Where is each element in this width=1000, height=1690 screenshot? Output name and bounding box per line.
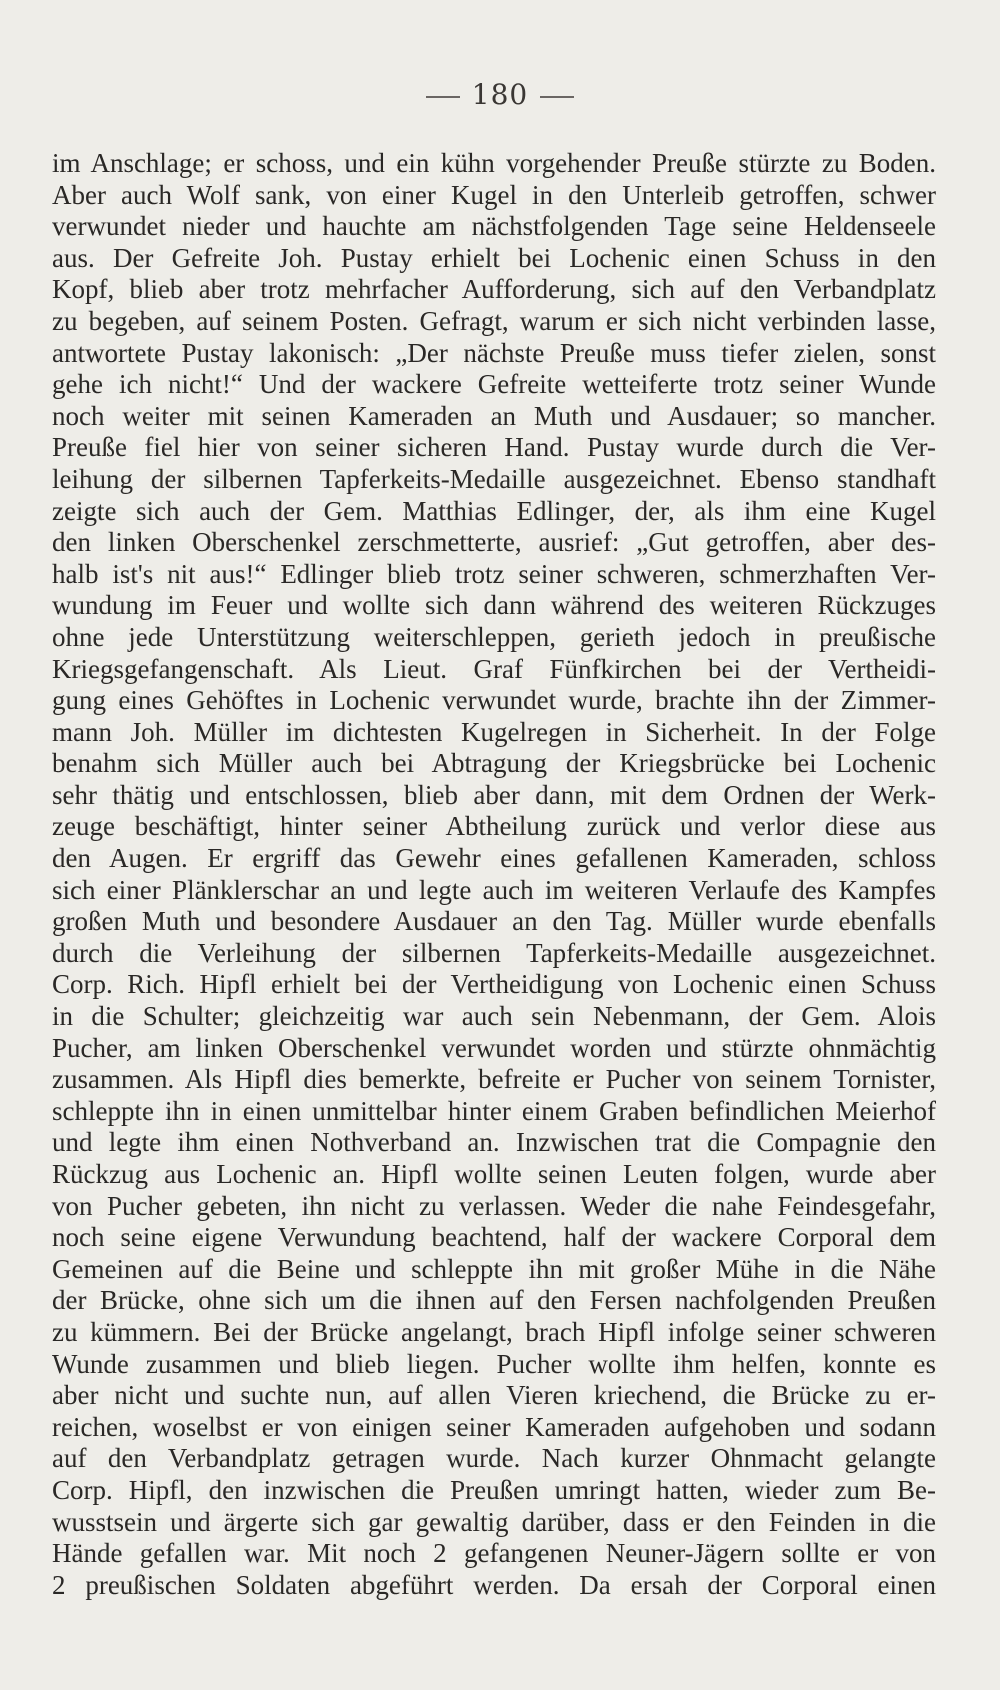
text-line: halb ist's nit aus!“ Edlinger blieb trotz seiner schweren, schmerzhaften Ver- [52, 558, 936, 589]
page-header [0, 78, 1000, 111]
body-text [52, 148, 936, 1601]
text-line: großen Muth und besondere Ausdauer an den Tag. Müller wurde ebenfalls [52, 906, 936, 937]
text-line: Corp. Rich. Hipfl erhielt bei der Vertheidigung von Lochenic einen Schuss [52, 969, 936, 1000]
text-line: sehr thätig und entschlossen, blieb aber dann, mit dem Ordnen der Werk- [52, 779, 936, 810]
text-line: von Pucher gebeten, ihn nicht zu verlassen. Weder die nahe Feindesgefahr, [52, 1190, 936, 1221]
text-line: 2 preußischen Soldaten abgeführt werden. Da ersah der Corporal einen [52, 1569, 936, 1600]
text-line: Hände gefallen war. Mit noch 2 gefangenen Neuner-Jägern sollte er von [52, 1538, 936, 1569]
text-line: in die Schulter; gleichzeitig war auch sein Nebenmann, der Gem. Alois [52, 1001, 936, 1032]
text-line: der Brücke, ohne sich um die ihnen auf den Fersen nachfolgenden Preußen [52, 1285, 936, 1316]
text-line: den Augen. Er ergriff das Gewehr eines gefallenen Kameraden, schloss [52, 843, 936, 874]
text-line: benahm sich Müller auch bei Abtragung der Kriegsbrücke bei Lochenic [52, 748, 936, 779]
text-line: zeuge beschäftigt, hinter seiner Abtheilung zurück und verlor diese aus [52, 811, 936, 842]
text-line: sich einer Plänklerschar an und legte auch im weiteren Verlaufe des Kampfes [52, 874, 936, 905]
text-line: zeigte sich auch der Gem. Matthias Edlinger, der, als ihm eine Kugel [52, 495, 936, 526]
text-line: durch die Verleihung der silbernen Tapferkeits-Medaille ausgezeichnet. [52, 937, 936, 968]
text-line: verwundet nieder und hauchte am nächstfolgenden Tage seine Heldenseele [52, 211, 936, 242]
text-line: aus. Der Gefreite Joh. Pustay erhielt bei Lochenic einen Schuss in den [52, 242, 936, 273]
text-line: Wunde zusammen und blieb liegen. Pucher wollte ihm helfen, konnte es [52, 1348, 936, 1379]
text-line: Pucher, am linken Oberschenkel verwundet worden und stürzte ohnmächtig [52, 1032, 936, 1063]
text-line: und legte ihm einen Nothverband an. Inzwischen trat die Compagnie den [52, 1127, 936, 1158]
text-line: gehe ich nicht!“ Und der wackere Gefreite wetteiferte trotz seiner Wunde [52, 369, 936, 400]
text-line: ohne jede Unterstützung weiterschleppen, gerieth jedoch in preußische [52, 621, 936, 652]
text-line: noch seine eigene Verwundung beachtend, half der wackere Corporal dem [52, 1222, 936, 1253]
text-line: aber nicht und suchte nun, auf allen Vieren kriechend, die Brücke zu er- [52, 1380, 936, 1411]
text-line: den linken Oberschenkel zerschmetterte, ausrief: „Gut getroffen, aber des- [52, 527, 936, 558]
header-dash-left [426, 96, 460, 98]
header-dash-right [540, 96, 574, 98]
text-line: noch weiter mit seinen Kameraden an Muth und Ausdauer; so mancher. [52, 400, 936, 431]
text-line: zu kümmern. Bei der Brücke angelangt, brach Hipfl infolge seiner schweren [52, 1316, 936, 1347]
text-line: Kriegsgefangenschaft. Als Lieut. Graf Fünfkirchen bei der Vertheidi- [52, 653, 936, 684]
text-line: Aber auch Wolf sank, von einer Kugel in den Unterleib getroffen, schwer [52, 179, 936, 210]
text-line: gung eines Gehöftes in Lochenic verwundet wurde, brachte ihn der Zimmer- [52, 685, 936, 716]
text-line: antwortete Pustay lakonisch: „Der nächste Preuße muss tiefer zielen, sonst [52, 337, 936, 368]
text-line: auf den Verbandplatz getragen wurde. Nach kurzer Ohnmacht gelangte [52, 1443, 936, 1474]
text-line: leihung der silbernen Tapferkeits-Medaille ausgezeichnet. Ebenso standhaft [52, 463, 936, 494]
page-number: 180 [471, 78, 529, 111]
text-line: schleppte ihn in einen unmittelbar hinter einem Graben befindlichen Meierhof [52, 1095, 936, 1126]
text-line: Corp. Hipfl, den inzwischen die Preußen umringt hatten, wieder zum Be- [52, 1474, 936, 1505]
text-line: wusstsein und ärgerte sich gar gewaltig darüber, dass er den Feinden in die [52, 1506, 936, 1537]
text-line: Kopf, blieb aber trotz mehrfacher Aufforderung, sich auf den Verbandplatz [52, 274, 936, 305]
text-line: wundung im Feuer und wollte sich dann während des weiteren Rückzuges [52, 590, 936, 621]
text-line: reichen, woselbst er von einigen seiner Kameraden aufgehoben und sodann [52, 1411, 936, 1442]
text-line: zu begeben, auf seinem Posten. Gefragt, warum er sich nicht verbinden lasse, [52, 305, 936, 336]
text-line: Preuße fiel hier von seiner sicheren Hand. Pustay wurde durch die Ver- [52, 432, 936, 463]
text-line: mann Joh. Müller im dichtesten Kugelregen in Sicherheit. In der Folge [52, 716, 936, 747]
text-line: zusammen. Als Hipfl dies bemerkte, befreite er Pucher von seinem Tornister, [52, 1064, 936, 1095]
text-line: im Anschlage; er schoss, und ein kühn vorgehender Preuße stürzte zu Boden. [52, 148, 936, 178]
text-line: Rückzug aus Lochenic an. Hipfl wollte seinen Leuten folgen, wurde aber [52, 1159, 936, 1189]
text-line: Gemeinen auf die Beine und schleppte ihn mit großer Mühe in die Nähe [52, 1253, 936, 1284]
